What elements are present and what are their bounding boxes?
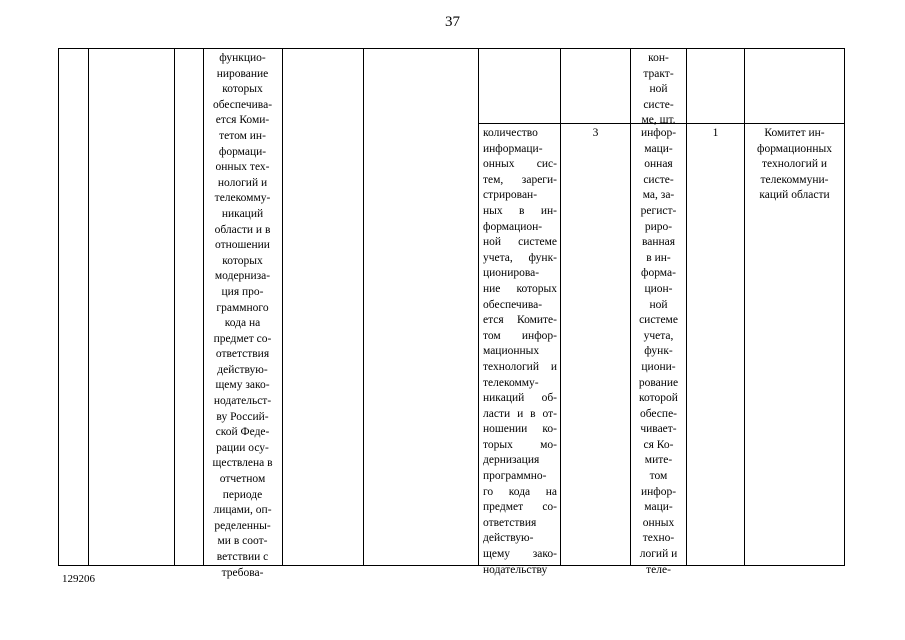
cell-text-line: ответствия <box>215 348 270 361</box>
cell-text-line: функ- <box>644 345 673 358</box>
cell-text-line: онных <box>642 516 675 529</box>
table-col-line <box>478 48 479 566</box>
cell-text-line: ми в соот- <box>217 535 268 548</box>
cell-text-line: логий и <box>639 548 678 561</box>
row-value2-cell <box>687 126 744 142</box>
cell-text-line: ределенны- <box>214 519 271 532</box>
row-indicator-cell <box>483 126 557 578</box>
cell-text-line: ние которых <box>483 282 557 295</box>
cell-text-line: тем, зареги- <box>483 173 557 186</box>
cell-text-line: ветствии с <box>216 551 269 563</box>
cell-text-line: никаций об- <box>483 392 557 405</box>
cell-text-line: формационных <box>757 142 832 155</box>
cell-text-line: нодательст- <box>213 395 272 408</box>
indicator-continuation-cell <box>204 51 281 581</box>
cell-text-line: учета, функ- <box>483 251 557 264</box>
cell-text-line: рации осу- <box>216 441 269 454</box>
cell-text-line: учета, <box>643 329 674 342</box>
cell-text-line: том <box>649 470 668 483</box>
cell-text-line: теле- <box>646 563 671 576</box>
cell-text-line: модерниза- <box>214 270 271 283</box>
cell-text-line: количество <box>483 127 538 139</box>
cell-text-line: телекоммуни- <box>760 173 829 186</box>
cell-text-line: отчетном <box>219 473 266 486</box>
cell-text-line: цион- <box>644 282 673 295</box>
cell-text-line: кон- <box>648 52 669 64</box>
table-border-top <box>58 48 845 49</box>
cell-text-line: ной <box>649 83 668 96</box>
unit-continuation-cell <box>631 51 686 129</box>
cell-text-line: ется Коми- <box>215 114 270 127</box>
row-value2: 1 <box>712 127 719 139</box>
cell-text-line: информаци- <box>483 142 543 155</box>
cell-text-line: ской Феде- <box>215 426 270 439</box>
cell-text-line: системе <box>639 314 678 327</box>
row-responsible-cell <box>746 126 843 204</box>
cell-text-line: Комитет ин- <box>764 127 825 139</box>
cell-text-line: формацион- <box>483 220 543 233</box>
cell-text-line: онных сис- <box>483 158 557 171</box>
cell-text-line: действую- <box>217 363 268 376</box>
cell-text-line: предмет со- <box>213 332 272 345</box>
cell-text-line: формаци- <box>218 145 267 158</box>
cell-text-line: действую- <box>483 532 534 545</box>
cell-text-line: ционирова- <box>483 267 540 280</box>
page-number: 37 <box>445 14 460 30</box>
cell-text-line: го кода на <box>483 485 557 498</box>
cell-text-line: программно- <box>483 470 547 483</box>
cell-text-line: ется Комите- <box>483 314 557 327</box>
table-border-bottom <box>58 565 845 566</box>
cell-text-line: которых <box>222 83 263 96</box>
cell-text-line: ву Россий- <box>216 410 269 423</box>
cell-text-line: инфор- <box>640 127 677 139</box>
row-value-cell <box>561 126 630 142</box>
cell-text-line: маци- <box>644 142 673 155</box>
cell-text-line: техно- <box>642 532 675 545</box>
cell-text-line: форма- <box>641 267 676 280</box>
cell-text-line: торых мо- <box>483 438 557 451</box>
row-value: 3 <box>592 127 599 139</box>
table-col-line <box>282 48 283 566</box>
cell-text-line: каций области <box>759 189 830 202</box>
cell-text-line: щему зако- <box>483 548 557 561</box>
table-border-left <box>58 48 59 566</box>
cell-text-line: телекомму- <box>483 376 539 389</box>
cell-text-line: ласти и в от- <box>483 407 557 420</box>
cell-text-line: ма, за- <box>642 189 675 202</box>
cell-text-line: обеспечива- <box>483 298 543 311</box>
cell-text-line: регист- <box>640 204 677 217</box>
cell-text-line: нодательству <box>483 563 548 576</box>
cell-text-line: чивает- <box>640 423 677 436</box>
cell-text-line: нирование <box>216 67 269 80</box>
cell-text-line: том инфор- <box>483 329 557 342</box>
row-unit-cell <box>631 126 686 578</box>
cell-text-line: обеспе- <box>639 407 678 420</box>
cell-text-line: ных в ин- <box>483 204 557 217</box>
cell-text-line: онная <box>644 158 673 171</box>
cell-text-line: ванная <box>641 236 676 249</box>
cell-text-line: ной системе <box>483 236 557 249</box>
cell-text-line: отношении <box>215 239 270 252</box>
cell-text-line: периоде <box>222 488 263 501</box>
cell-text-line: циони- <box>641 360 676 373</box>
cell-text-line: мационных <box>483 345 540 358</box>
cell-text-line: ответствия <box>483 516 537 529</box>
cell-text-line: в ин- <box>646 251 671 264</box>
cell-text-line: предмет со- <box>483 501 557 514</box>
table-border-right <box>844 48 845 566</box>
cell-text-line: технологий и <box>483 360 557 373</box>
cell-text-line: ция про- <box>221 285 264 298</box>
cell-text-line: обеспечива- <box>212 98 273 111</box>
cell-text-line: систе- <box>643 98 674 111</box>
cell-text-line: маци- <box>644 501 673 514</box>
cell-text-line: онных тех- <box>215 161 270 174</box>
cell-text-line: рование <box>638 376 679 389</box>
table-col-line <box>744 48 745 566</box>
cell-text-line: тракт- <box>643 67 674 80</box>
cell-text-line: функцио- <box>219 52 266 64</box>
cell-text-line: инфор- <box>640 485 677 498</box>
cell-text-line: граммного <box>216 301 269 314</box>
table-col-line <box>174 48 175 566</box>
table-col-line <box>363 48 364 566</box>
cell-text-line: риро- <box>644 220 673 233</box>
table-col-line <box>88 48 89 566</box>
cell-text-line: которых <box>222 254 263 267</box>
cell-text-line: ме, шт. <box>641 114 676 127</box>
cell-text-line: ществлена в <box>212 457 273 470</box>
footer-code: 129206 <box>62 573 95 585</box>
cell-text-line: ся Ко- <box>643 438 674 451</box>
cell-text-line: требова- <box>221 566 264 579</box>
cell-text-line: дернизация <box>483 454 540 467</box>
cell-text-line: которой <box>639 392 678 405</box>
cell-text-line: щему зако- <box>215 379 270 392</box>
cell-text-line: никаций <box>221 207 264 220</box>
cell-text-line: кода на <box>224 317 261 330</box>
cell-text-line: систе- <box>643 173 674 186</box>
cell-text-line: тетом ин- <box>219 129 266 142</box>
cell-text-line: области и в <box>214 223 271 236</box>
cell-text-line: ношении ко- <box>483 423 557 436</box>
cell-text-line: мите- <box>644 454 673 467</box>
cell-text-line: нологий и <box>217 176 268 189</box>
cell-text-line: ной <box>649 298 668 311</box>
cell-text-line: телекомму- <box>214 192 271 205</box>
cell-text-line: технологий и <box>761 158 828 171</box>
cell-text-line: лицами, оп- <box>213 504 272 517</box>
cell-text-line: стрирован- <box>483 189 538 202</box>
